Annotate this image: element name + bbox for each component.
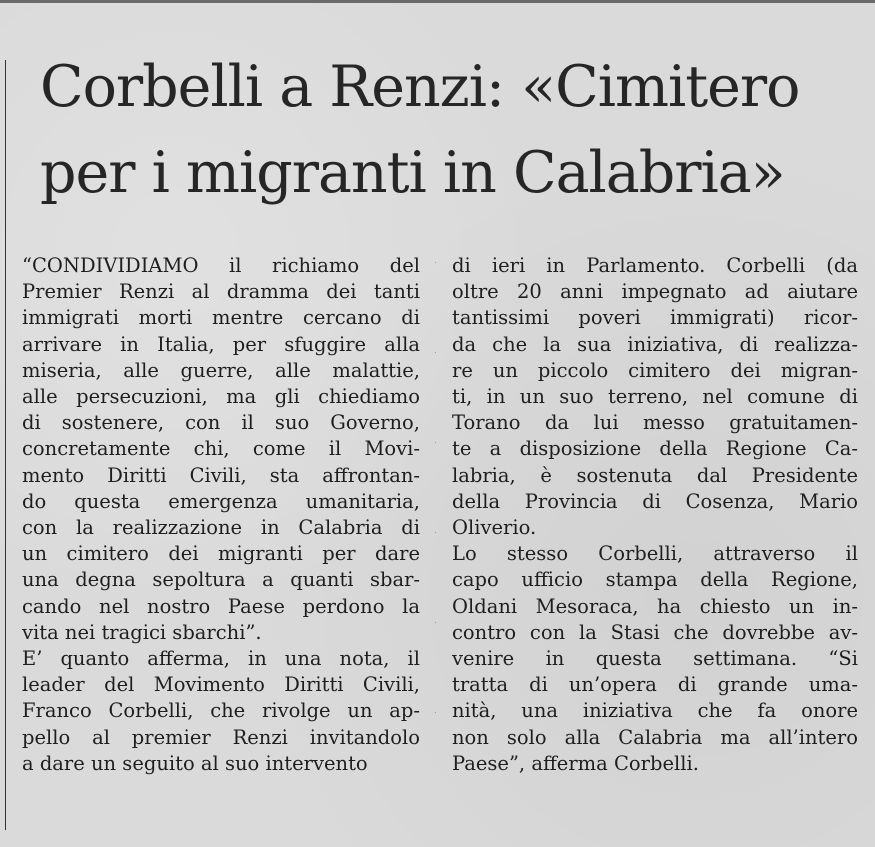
- article-text-line: Oldani Mesoraca, ha chiesto un in-: [452, 594, 858, 618]
- article-text-line: labria, è sostenuta dal Presidente: [452, 463, 858, 487]
- article-text-line: di sostenere, con il suo Governo,: [22, 411, 420, 435]
- article-text-line: una degna sepoltura a quanti sbar-: [22, 568, 420, 592]
- article-text-line: oltre 20 anni impegnato ad aiutare: [452, 280, 858, 304]
- article-text-line: da che la sua iniziativa, di realizza-: [452, 332, 858, 356]
- article-body-right-column: [452, 253, 858, 777]
- article-text-line: vita nei tragici sbarchi”.: [22, 620, 262, 644]
- article-text-line: cando nel nostro Paese perdono la: [22, 594, 420, 618]
- article-text-line: con la realizzazione in Calabria di: [22, 516, 420, 540]
- article-text-line: tantissimi poveri immigrati) ricor-: [452, 306, 858, 330]
- page-top-strip: [0, 0, 875, 3]
- article-text-line: un cimitero dei migranti per dare: [22, 542, 420, 566]
- article-text-line: della Provincia di Cosenza, Mario: [452, 489, 858, 513]
- article-text-line: alle persecuzioni, ma gli chiediamo: [22, 385, 420, 409]
- article-text-line: te a disposizione della Regione Ca-: [452, 437, 858, 461]
- article-text-line: E’ quanto afferma, in una nota, il: [22, 647, 420, 671]
- article-text-line: capo ufficio stampa della Regione,: [452, 568, 858, 592]
- article-text-line: leader del Movimento Diritti Civili,: [22, 673, 420, 697]
- article-text-line: contro con la Stasi che dovrebbe av-: [452, 620, 858, 644]
- article-headline: [40, 44, 860, 216]
- article-text-line: non solo alla Calabria ma all’intero: [452, 725, 858, 749]
- article-text-line: nità, una iniziativa che fa onore: [452, 699, 858, 723]
- article-text-line: Lo stesso Corbelli, attraverso il: [452, 542, 858, 566]
- article-text-line: do questa emergenza umanitaria,: [22, 489, 420, 513]
- headline-line-2: per i migranti in Calabria»: [40, 140, 785, 206]
- article-text-line: tratta di un’opera di grande uma-: [452, 673, 858, 697]
- column-gutter: [435, 262, 436, 802]
- article-text-line: mento Diritti Civili, sta affrontan-: [22, 463, 420, 487]
- column-rule: [5, 60, 6, 830]
- article-body-left-column: [22, 253, 420, 777]
- article-text-line: venire in questa settimana. “Si: [452, 647, 858, 671]
- article-text-line: a dare un seguito al suo intervento: [22, 751, 368, 775]
- headline-line-1: Corbelli a Renzi: «Cimitero: [40, 54, 800, 120]
- article-text-line: “CONDIVIDIAMO il richiamo del: [22, 254, 420, 277]
- article-text-line: re un piccolo cimitero dei migran-: [452, 358, 858, 382]
- article-text-line: immigrati morti mentre cercano di: [22, 306, 420, 330]
- article-text-line: di ieri in Parlamento. Corbelli (da: [452, 254, 858, 277]
- article-text-line: Paese”, afferma Corbelli.: [452, 751, 699, 775]
- article-text-line: miseria, alle guerre, alle malattie,: [22, 358, 420, 382]
- article-text-line: Oliverio.: [452, 516, 537, 540]
- article-text-line: pello al premier Renzi invitandolo: [22, 725, 420, 749]
- article-text-line: concretamente chi, come il Movi-: [22, 437, 420, 461]
- article-text-line: Torano da lui messo gratuitamen-: [452, 411, 858, 435]
- article-text-line: Premier Renzi al dramma dei tanti: [22, 280, 420, 304]
- article-text-line: arrivare in Italia, per sfuggire alla: [22, 332, 420, 356]
- article-text-line: Franco Corbelli, che rivolge un ap-: [22, 699, 420, 723]
- article-text-line: ti, in un suo terreno, nel comune di: [452, 385, 858, 409]
